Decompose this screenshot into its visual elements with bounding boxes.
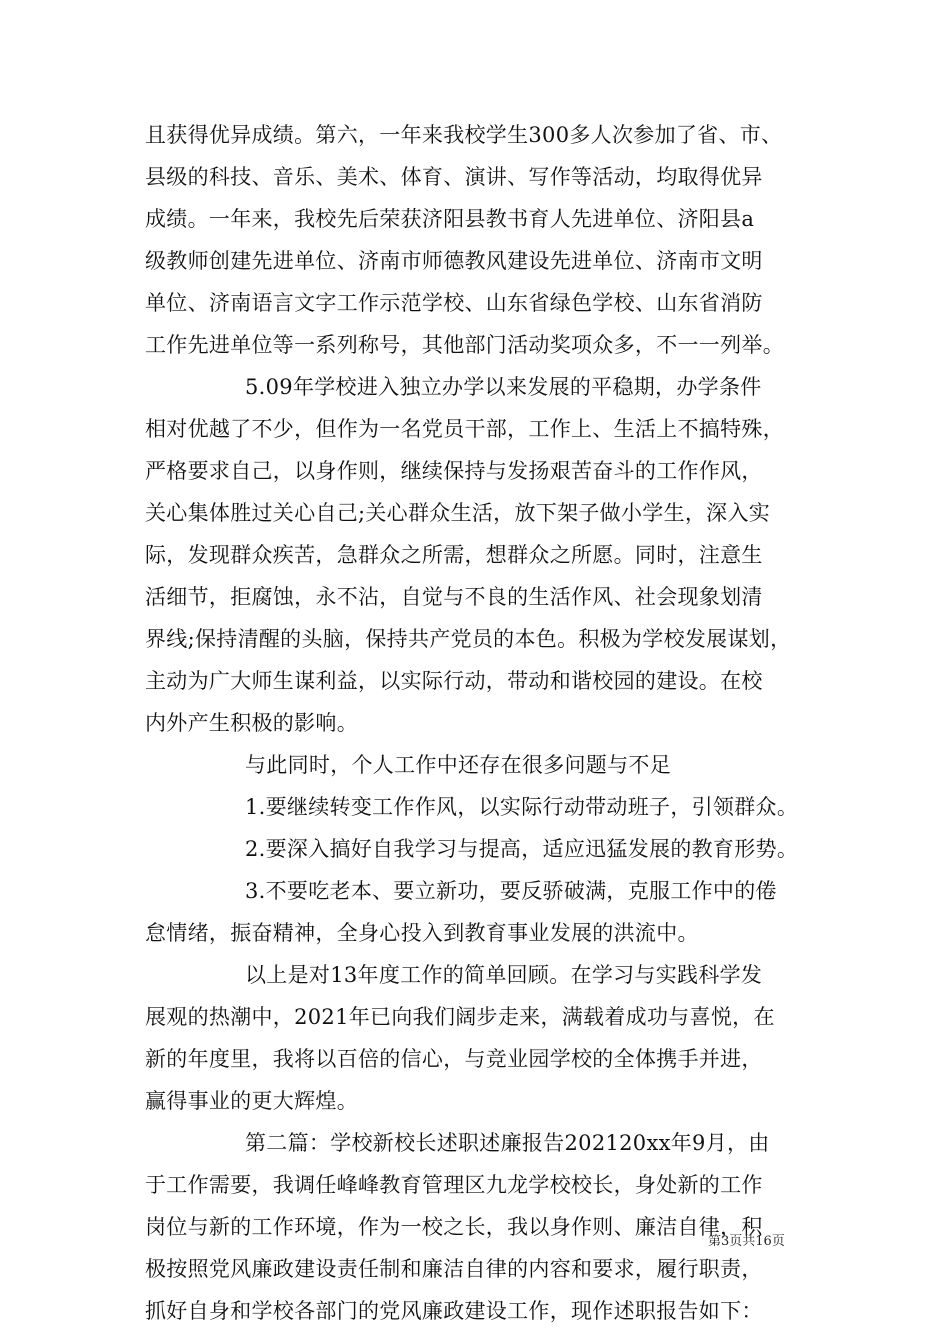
- text-line: 单位、济南语言文字工作示范学校、山东省绿色学校、山东省消防: [145, 291, 763, 315]
- text-line: 严格要求自己，以身作则，继续保持与发扬艰苦奋斗的工作作风，: [145, 459, 763, 483]
- text-line: 以上是对13年度工作的简单回顾。在学习与实践科学发: [245, 963, 763, 987]
- text-line: 展观的热潮中，2021年已向我们阔步走来，满载着成功与喜悦，在: [145, 1005, 775, 1029]
- page-number: 第3页共16页: [708, 1234, 785, 1249]
- text-line: 赢得事业的更大辉煌。: [145, 1089, 358, 1113]
- text-line: 于工作需要，我调任峰峰教育管理区九龙学校校长，身处新的工作: [145, 1173, 763, 1197]
- list-item: 2.要深入搞好自我学习与提高，适应迅猛发展的教育形势。: [245, 837, 799, 861]
- text-line: 际，发现群众疾苦，急群众之所需，想群众之所愿。同时，注意生: [145, 543, 763, 567]
- text-line: 级教师创建先进单位、济南市师德教风建设先进单位、济南市文明: [145, 249, 763, 273]
- text-line: 县级的科技、音乐、美术、体育、演讲、写作等活动，均取得优异: [145, 165, 763, 189]
- text-line: 与此同时，个人工作中还存在很多问题与不足: [245, 753, 671, 777]
- text-line: 主动为广大师生谋利益，以实际行动，带动和谐校园的建设。在校: [145, 669, 763, 693]
- text-line: 岗位与新的工作环境，作为一校之长，我以身作则、廉洁自律，积: [145, 1215, 763, 1239]
- list-item: 3.不要吃老本、要立新功，要反骄破满，克服工作中的倦: [245, 879, 777, 903]
- text-line: 怠情绪，振奋精神，全身心投入到教育事业发展的洪流中。: [145, 921, 699, 945]
- text-line: 5.09年学校进入独立办学以来发展的平稳期，办学条件: [245, 375, 762, 399]
- text-line: 关心集体胜过关心自己;关心群众生活，放下架子做小学生，深入实: [145, 501, 771, 525]
- text-line: 活细节，拒腐蚀，永不沾，自觉与不良的生活作风、社会现象划清: [145, 585, 763, 609]
- text-line: 界线;保持清醒的头脑，保持共产党员的本色。积极为学校发展谋划，: [145, 627, 792, 651]
- text-line: 相对优越了不少，但作为一名党员干部，工作上、生活上不搞特殊，: [145, 417, 784, 441]
- text-line: 工作先进单位等一系列称号，其他部门活动奖项众多，不一一列举。: [145, 333, 784, 357]
- text-line: 抓好自身和学校各部门的党风廉政建设工作，现作述职报告如下：: [145, 1299, 763, 1323]
- text-line: 内外产生积极的影响。: [145, 711, 358, 735]
- text-line: 且获得优异成绩。第六，一年来我校学生300多人次参加了省、市、: [145, 123, 783, 147]
- text-line: 极按照党风廉政建设责任制和廉洁自律的内容和要求，履行职责，: [145, 1257, 763, 1281]
- list-item: 1.要继续转变工作作风，以实际行动带动班子，引领群众。: [245, 795, 799, 819]
- text-line: 成绩。一年来，我校先后荣获济阳县教书育人先进单位、济阳县a: [145, 207, 755, 231]
- section-heading-line: 第二篇：学校新校长述职述廉报告202120xx年9月，由: [245, 1131, 770, 1155]
- text-line: 新的年度里，我将以百倍的信心，与竞业园学校的全体携手并进，: [145, 1047, 763, 1071]
